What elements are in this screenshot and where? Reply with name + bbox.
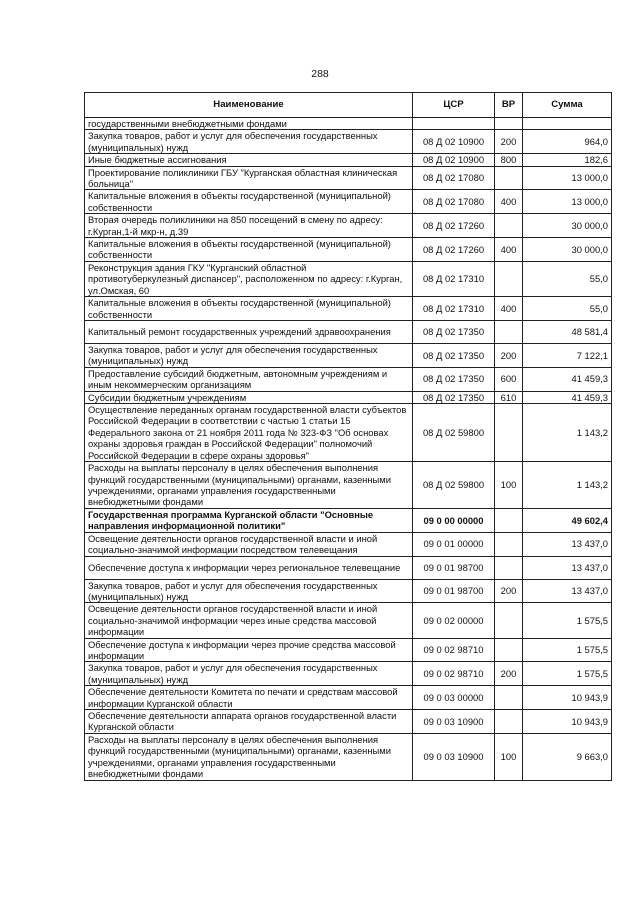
table-row [85, 461, 612, 508]
row-vr-cell: 200 [495, 662, 523, 686]
row-sum-cell: 49 602,4 [523, 508, 612, 532]
row-csr-cell: 08 Д 02 59800 [413, 461, 495, 508]
row-name-cell: Капитальные вложения в объекты государственной (муниципальной) собственности [85, 238, 413, 262]
row-sum-cell: 13 437,0 [523, 556, 612, 579]
row-csr-cell: 08 Д 02 17260 [413, 214, 495, 238]
row-name-cell: Обеспечение деятельности Комитета по печати и средствам массовой информации Курганской области [85, 686, 413, 710]
row-vr-cell [495, 118, 523, 130]
row-csr-cell: 09 0 02 00000 [413, 603, 495, 638]
row-vr-cell [495, 508, 523, 532]
row-name-cell: Обеспечение доступа к информации через прочие средства массовой информации [85, 638, 413, 662]
table-row [85, 130, 612, 154]
row-sum-cell: 13 000,0 [523, 166, 612, 190]
row-vr-cell [495, 166, 523, 190]
row-name-cell: Реконструкция здания ГКУ "Курганский областной противотуберкулезный диспансер", расположенном по адресу: г.Курган, ул.Омская, 60 [85, 261, 413, 296]
row-name-cell: Освещение деятельности органов государственной власти и иной социально-значимой информации через иные средства массовой информации [85, 603, 413, 638]
row-vr-cell [495, 710, 523, 734]
row-sum-cell: 1 575,5 [523, 662, 612, 686]
row-vr-cell [495, 214, 523, 238]
row-name-cell: Обеспечение деятельности аппарата органов государственной власти Курганской области [85, 710, 413, 734]
table-row [85, 166, 612, 190]
row-vr-cell: 400 [495, 190, 523, 214]
table-row [85, 403, 612, 461]
row-sum-cell: 10 943,9 [523, 686, 612, 710]
row-vr-cell: 100 [495, 461, 523, 508]
header-sum: Сумма [523, 93, 612, 118]
row-vr-cell [495, 603, 523, 638]
table-row [85, 261, 612, 296]
row-sum-cell: 30 000,0 [523, 214, 612, 238]
row-sum-cell: 9 663,0 [523, 733, 612, 780]
row-name-cell: Субсидии бюджетным учреждениям [85, 391, 413, 403]
row-sum-cell: 182,6 [523, 154, 612, 166]
row-sum-cell: 1 575,5 [523, 603, 612, 638]
row-vr-cell [495, 532, 523, 556]
row-csr-cell: 08 Д 02 17310 [413, 297, 495, 321]
table-body [85, 118, 612, 781]
row-csr-cell: 09 0 02 98710 [413, 638, 495, 662]
row-csr-cell: 09 0 03 10900 [413, 710, 495, 734]
row-sum-cell: 1 575,5 [523, 638, 612, 662]
table-row [85, 733, 612, 780]
row-csr-cell [413, 118, 495, 130]
row-name-cell: Иные бюджетные ассигнования [85, 154, 413, 166]
table-row [85, 603, 612, 638]
table-row [85, 320, 612, 343]
row-name-cell: Закупка товаров, работ и услуг для обеспечения государственных (муниципальных) нужд [85, 343, 413, 367]
row-name-cell: Предоставление субсидий бюджетным, автономным учреждениям и иным некоммерческим организациям [85, 367, 413, 391]
row-sum-cell: 55,0 [523, 261, 612, 296]
row-vr-cell: 200 [495, 130, 523, 154]
row-csr-cell: 08 Д 02 17350 [413, 343, 495, 367]
row-csr-cell: 09 0 00 00000 [413, 508, 495, 532]
table-row [85, 686, 612, 710]
header-name: Наименование [85, 93, 413, 118]
row-vr-cell [495, 556, 523, 579]
row-csr-cell: 08 Д 02 17350 [413, 391, 495, 403]
row-vr-cell: 400 [495, 238, 523, 262]
row-sum-cell: 1 143,2 [523, 461, 612, 508]
row-vr-cell [495, 638, 523, 662]
row-name-cell: Закупка товаров, работ и услуг для обеспечения государственных (муниципальных) нужд [85, 579, 413, 603]
row-csr-cell: 09 0 01 98700 [413, 579, 495, 603]
row-name-cell: Осуществление переданных органам государственной власти субъектов Российской Федерации в соответствии с частью 1 статьи 15 Федерального закона от 21 ноября 2011 года № 323-ФЗ "Об основах охраны здоровья граждан в Российской Федерации" полномочий Российской Федерации в сфере охраны здоровья" [85, 403, 413, 461]
row-csr-cell: 08 Д 02 17080 [413, 166, 495, 190]
header-vr: ВР [495, 93, 523, 118]
row-name-cell: государственными внебюджетными фондами [85, 118, 413, 130]
table-header-row [85, 93, 612, 118]
row-csr-cell: 08 Д 02 17260 [413, 238, 495, 262]
row-csr-cell: 08 Д 02 10900 [413, 130, 495, 154]
row-csr-cell: 09 0 01 00000 [413, 532, 495, 556]
row-sum-cell: 55,0 [523, 297, 612, 321]
page-number: 288 [311, 68, 329, 80]
row-sum-cell: 1 143,2 [523, 403, 612, 461]
row-vr-cell: 400 [495, 297, 523, 321]
row-csr-cell: 08 Д 02 17310 [413, 261, 495, 296]
table-row [85, 118, 612, 130]
row-name-cell: Закупка товаров, работ и услуг для обеспечения государственных (муниципальных) нужд [85, 662, 413, 686]
row-name-cell: Расходы на выплаты персоналу в целях обеспечения выполнения функций государственными (муниципальными) органами, казенными учреждениями, органами управления государственными внебюджетными фондами [85, 461, 413, 508]
row-vr-cell: 600 [495, 367, 523, 391]
row-vr-cell: 200 [495, 579, 523, 603]
row-csr-cell: 09 0 02 98710 [413, 662, 495, 686]
table-row [85, 638, 612, 662]
row-name-cell: Вторая очередь поликлиники на 850 посещений в смену по адресу: г.Курган,1-й мкр-н, д.39 [85, 214, 413, 238]
row-vr-cell: 800 [495, 154, 523, 166]
row-sum-cell: 964,0 [523, 130, 612, 154]
table-row [85, 579, 612, 603]
row-csr-cell: 08 Д 02 17080 [413, 190, 495, 214]
table-row [85, 343, 612, 367]
table-row [85, 710, 612, 734]
row-sum-cell: 41 459,3 [523, 391, 612, 403]
row-sum-cell [523, 118, 612, 130]
row-csr-cell: 09 0 01 98700 [413, 556, 495, 579]
row-vr-cell [495, 403, 523, 461]
row-csr-cell: 08 Д 02 59800 [413, 403, 495, 461]
row-csr-cell: 09 0 03 10900 [413, 733, 495, 780]
row-name-cell: Капитальные вложения в объекты государственной (муниципальной) собственности [85, 297, 413, 321]
row-sum-cell: 10 943,9 [523, 710, 612, 734]
row-name-cell: Проектирование поликлиники ГБУ "Курганская областная клиническая больница" [85, 166, 413, 190]
table-row [85, 367, 612, 391]
row-csr-cell: 08 Д 02 17350 [413, 367, 495, 391]
row-sum-cell: 7 122,1 [523, 343, 612, 367]
table-row [85, 391, 612, 403]
row-vr-cell: 200 [495, 343, 523, 367]
row-vr-cell [495, 320, 523, 343]
header-csr: ЦСР [413, 93, 495, 118]
row-csr-cell: 09 0 03 00000 [413, 686, 495, 710]
row-sum-cell: 41 459,3 [523, 367, 612, 391]
row-vr-cell: 100 [495, 733, 523, 780]
table-row [85, 556, 612, 579]
row-name-cell: Капитальный ремонт государственных учреждений здравоохранения [85, 320, 413, 343]
table-row [85, 508, 612, 532]
row-sum-cell: 13 000,0 [523, 190, 612, 214]
row-name-cell: Закупка товаров, работ и услуг для обеспечения государственных (муниципальных) нужд [85, 130, 413, 154]
row-sum-cell: 13 437,0 [523, 532, 612, 556]
row-vr-cell [495, 686, 523, 710]
table-row [85, 662, 612, 686]
row-sum-cell: 48 581,4 [523, 320, 612, 343]
table-row [85, 214, 612, 238]
row-name-cell: Государственная программа Курганской области "Основные направления информационной политики" [85, 508, 413, 532]
row-name-cell: Капитальные вложения в объекты государственной (муниципальной) собственности [85, 190, 413, 214]
table-row [85, 154, 612, 166]
table-row [85, 297, 612, 321]
row-name-cell: Расходы на выплаты персоналу в целях обеспечения выполнения функций государственными (муниципальными) органами, казенными учреждениями, органами управления государственными внебюджетными фондами [85, 733, 413, 780]
row-vr-cell [495, 261, 523, 296]
table-row [85, 190, 612, 214]
budget-table [84, 92, 612, 781]
row-csr-cell: 08 Д 02 17350 [413, 320, 495, 343]
row-name-cell: Обеспечение доступа к информации через региональное телевещание [85, 556, 413, 579]
row-sum-cell: 30 000,0 [523, 238, 612, 262]
table-row [85, 238, 612, 262]
row-csr-cell: 08 Д 02 10900 [413, 154, 495, 166]
row-name-cell: Освещение деятельности органов государственной власти и иной социально-значимой информации посредством телевещания [85, 532, 413, 556]
table-row [85, 532, 612, 556]
row-vr-cell: 610 [495, 391, 523, 403]
row-sum-cell: 13 437,0 [523, 579, 612, 603]
